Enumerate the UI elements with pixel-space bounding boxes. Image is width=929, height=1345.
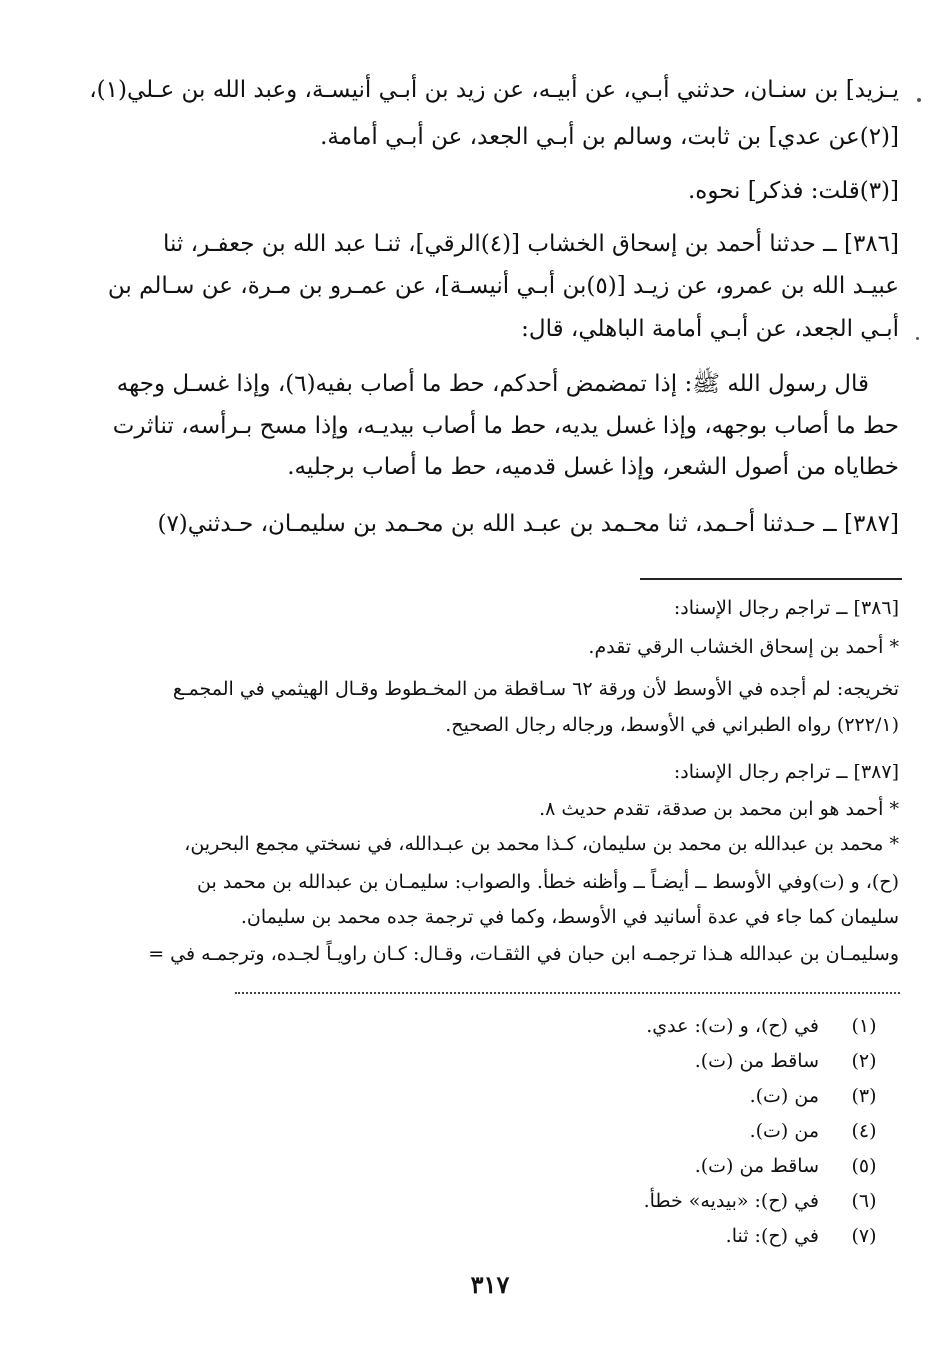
body-line: قال رسول الله ﷺ: إذا تمضمض أحدكم، حط ما أصاب بفيه(٦)، وإذا غسـل وجهه — [116, 371, 869, 397]
body-line: عبيـد الله بن عمرو، عن زيـد [(٥)بن أبـي أنيسـة]، عن عمـرو بن مـرة، عن سـالم بن — [107, 273, 899, 299]
footnote-line: * محمد بن عبدالله بن محمد بن سليمان، كـذا محمد بن عبـدالله، في نسختي مجمع البحرين، — [184, 833, 899, 855]
body-line: أبـي الجعد، عن أبـي أمامة الباهلي، قال: — [521, 316, 899, 342]
footnote-line: (٢٢٢/١) رواه الطبراني في الأوسط، ورجاله رجال الصحيح. — [445, 714, 899, 736]
notes-divider — [235, 992, 900, 994]
footnote-line: تخريجه: لم أجده في الأوسط لأن ورقة ٦٢ سـاقطة من المخـطوط وقـال الهيثمي في المجمـع — [172, 678, 899, 700]
page-number: ٣١٧ — [470, 1270, 510, 1299]
footnote-divider — [640, 578, 902, 580]
note-number: (١) — [851, 1015, 877, 1037]
hadith-387-heading: [٣٨٧] ــ حـدثنا أحـمد، ثنا محـمد بن عبـد الله بن محـمد بن سليمـان، حـدثني(٧) — [157, 511, 899, 537]
margin-mark — [917, 98, 921, 102]
note-text: ساقط من (ت). — [694, 1155, 819, 1177]
note-text: في (ح): «بيديه» خطأ. — [643, 1190, 819, 1212]
note-text: من (ت). — [749, 1120, 819, 1142]
note-text: في (ح)، و (ت): عدي. — [646, 1015, 819, 1037]
body-line: خطاياه من أصول الشعر، وإذا غسل قدميه، حط ما أصاب برجليه. — [287, 454, 899, 480]
note-text: ساقط من (ت). — [694, 1050, 819, 1072]
note-number: (٤) — [851, 1120, 877, 1142]
note-number: (٣) — [851, 1085, 877, 1107]
note-number: (٦) — [851, 1190, 877, 1212]
note-text: في (ح): ثنا. — [725, 1225, 819, 1247]
note-number: (٥) — [851, 1155, 877, 1177]
footnote-line: وسليمـان بن عبدالله هـذا ترجمـه ابن حبان في الثقـات، وقـال: كـان راويـاً لجـده، وترجمـه في = — [148, 943, 899, 965]
body-line: يـزيد] بن سنـان، حدثني أبـي، عن أبيـه، عن زيد بن أبـي أنيسـة، وعبد الله بن عـلي(١)، — [89, 77, 899, 103]
footnote-line: * أحمد هو ابن محمد بن صدقة، تقدم حديث ٨. — [539, 798, 899, 820]
note-text: من (ت). — [749, 1085, 819, 1107]
margin-mark — [916, 337, 919, 340]
note-number: (٢) — [851, 1050, 877, 1072]
footnote-line: سليمان كما جاء في عدة أسانيد في الأوسط، وكما في ترجمة جده محمد بن سليمان. — [240, 906, 899, 928]
footnote-line: (ح)، و (ت)وفي الأوسط ــ أيضـاً ــ وأظنه خطأ. والصواب: سليمـان بن عبدالله بن محمد بن — [197, 871, 899, 893]
footnote-line: * أحمد بن إسحاق الخشاب الرقي تقدم. — [588, 636, 899, 658]
footnote-line: [٣٨٦] ــ تراجم رجال الإسناد: — [673, 597, 899, 619]
body-line: [(٢)عن عدي] بن ثابت، وسالم بن أبـي الجعد، عن أبـي أمامة. — [320, 124, 899, 150]
body-line: [(٣)قلت: فذكر] نحوه. — [687, 178, 899, 204]
footnote-line: [٣٨٧] ــ تراجم رجال الإسناد: — [673, 761, 899, 783]
note-number: (٧) — [851, 1225, 877, 1247]
hadith-386-heading: [٣٨٦] ــ حدثنا أحمد بن إسحاق الخشاب [(٤)الرقي]، ثنـا عبد الله بن جعفـر، ثنا — [162, 231, 899, 257]
body-line: حط ما أصاب بوجهه، وإذا غسل يديه، حط ما أصاب بيديـه، وإذا مسح بـرأسه، تناثرت — [112, 413, 899, 439]
